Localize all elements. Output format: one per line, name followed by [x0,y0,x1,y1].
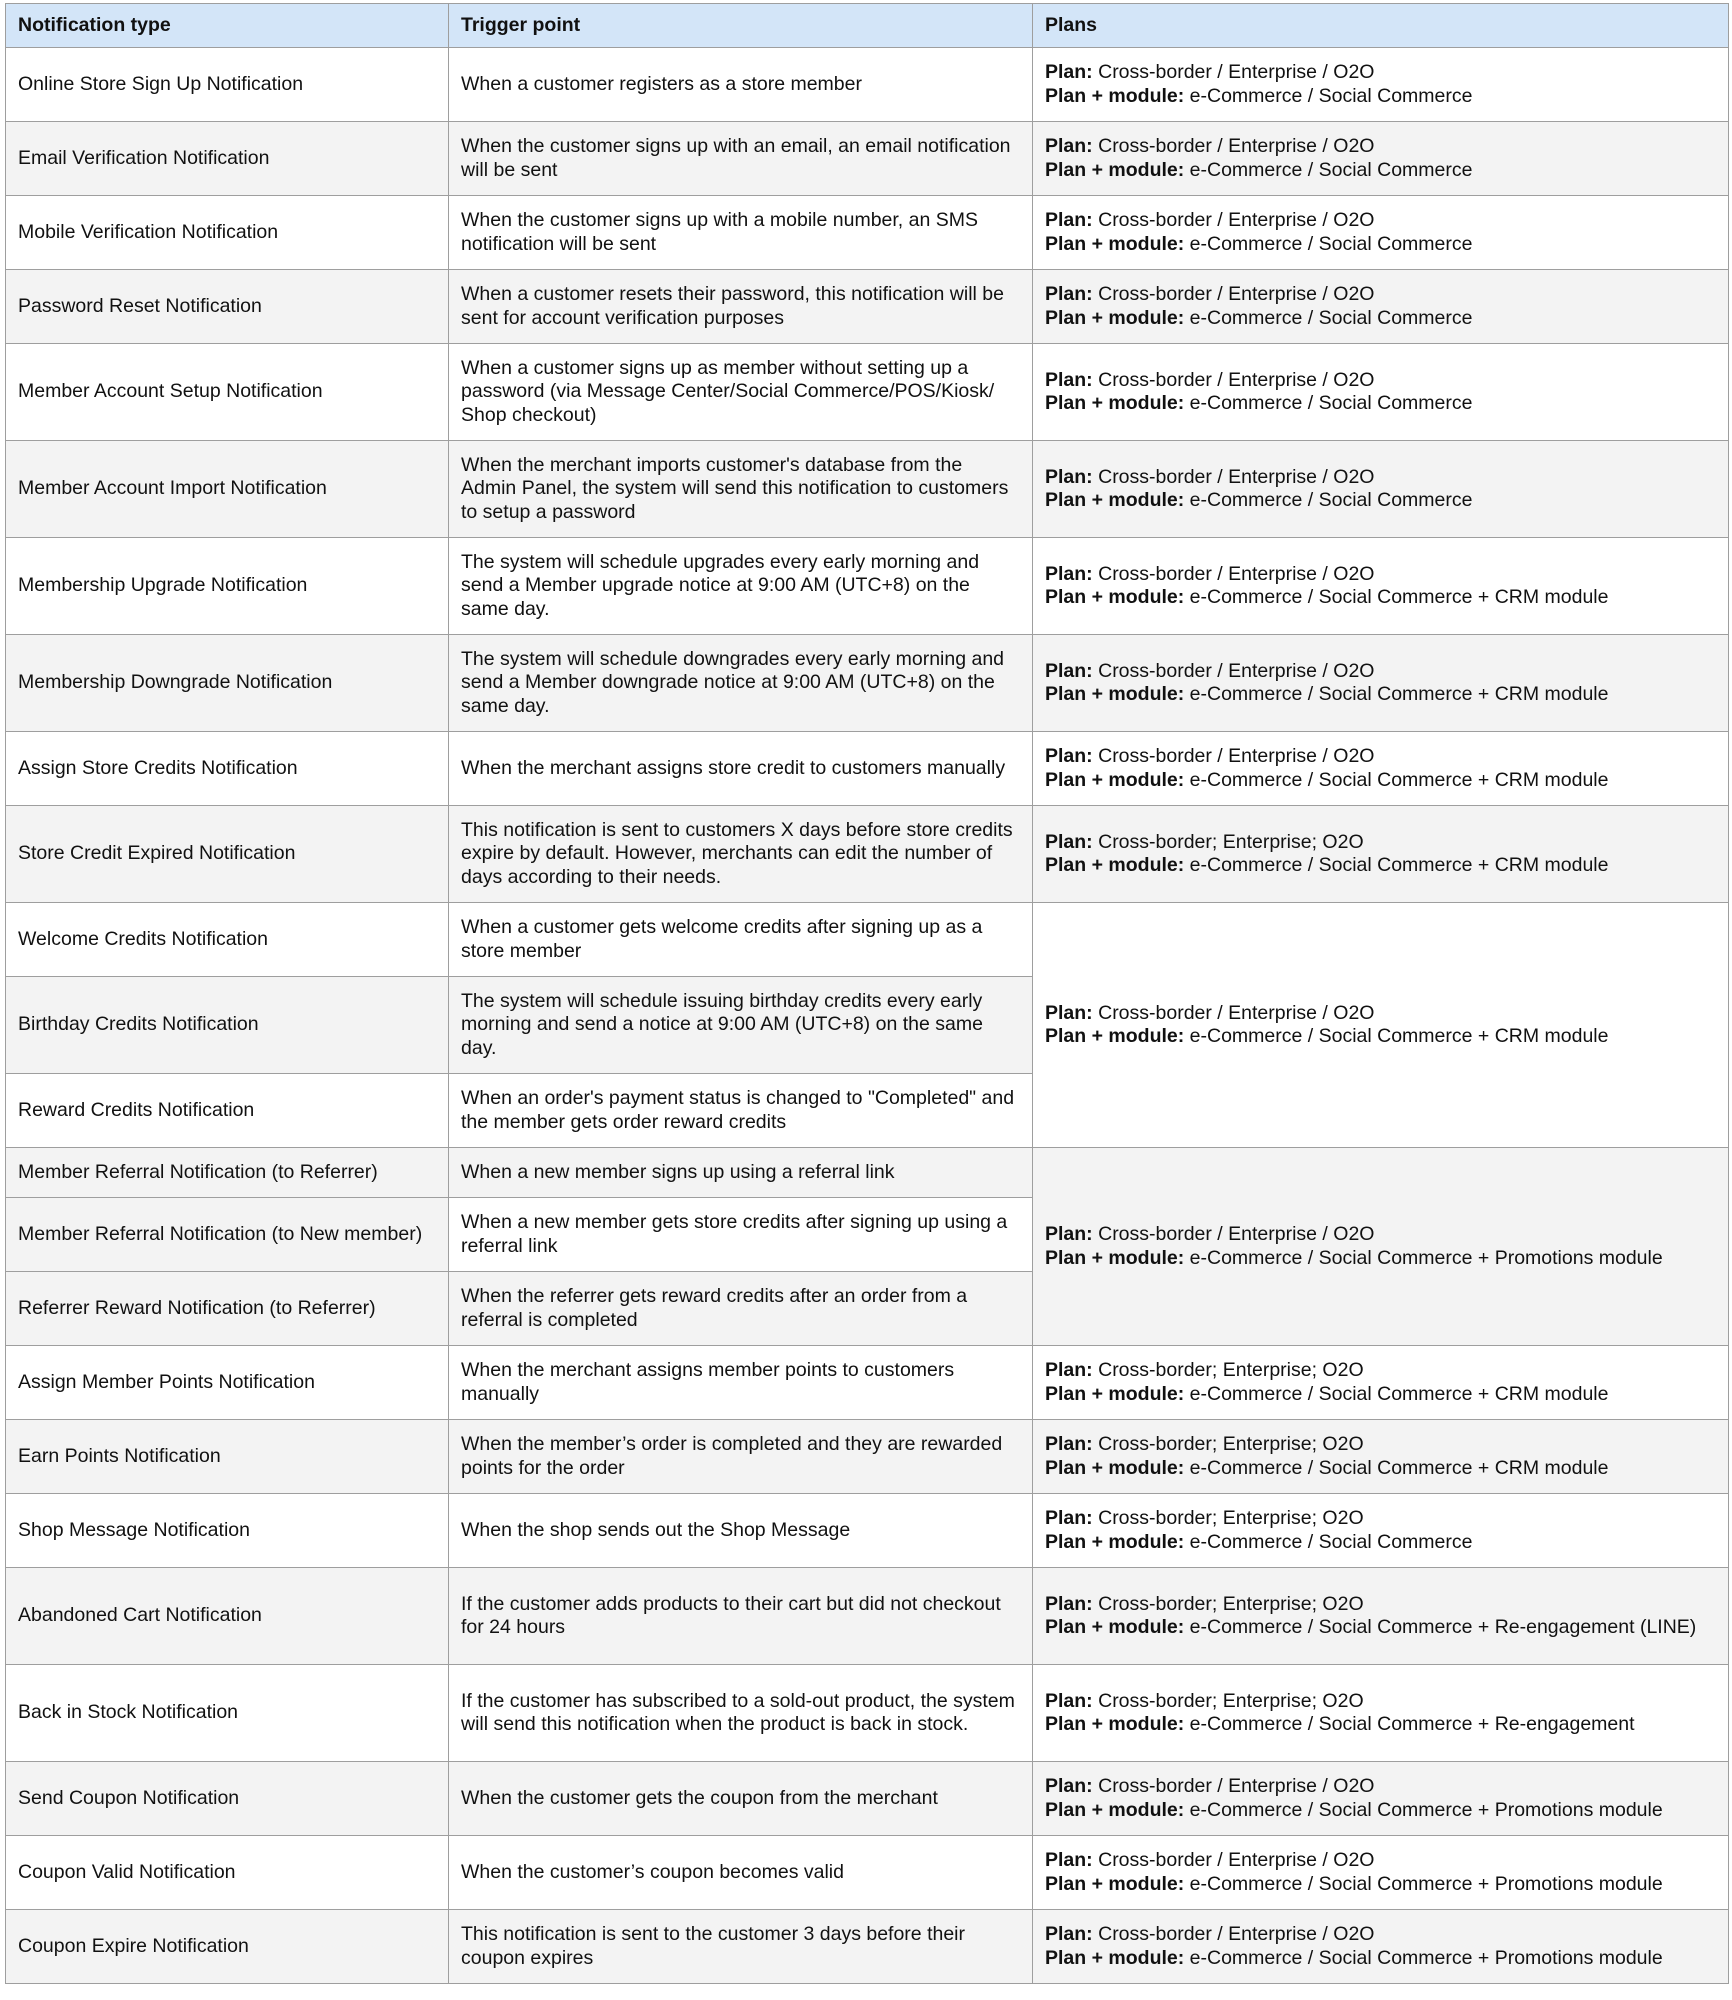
module-value: e-Commerce / Social Commerce + CRM module [1189,1456,1609,1479]
notification-type-cell: Assign Member Points Notification [6,1346,449,1420]
plan-label: Plan: [1045,1507,1093,1529]
plan-value: Cross-border / Enterprise / O2O [1098,368,1375,391]
plans-cell [1033,538,1729,635]
module-label: Plan + module: [1045,1616,1185,1638]
plan-value: Cross-border / Enterprise / O2O [1098,1849,1375,1871]
module-label: Plan + module: [1045,1713,1185,1735]
module-label: Plan + module: [1045,1382,1185,1405]
table-row [6,196,1729,270]
module-value: e-Commerce / Social Commerce + CRM module [1189,768,1609,791]
plans-cell [1033,1910,1729,1984]
module-value: e-Commerce / Social Commerce + Promotions module [1189,1246,1663,1269]
module-value: e-Commerce / Social Commerce + CRM module [1189,854,1609,876]
module-value: e-Commerce / Social Commerce + Promotions module [1189,1798,1663,1821]
plan-value: Cross-border; Enterprise; O2O [1098,1507,1364,1529]
trigger-cell: When a customer gets welcome credits after signing up as a store member [449,903,1033,977]
trigger-cell: When a customer registers as a store member [449,48,1033,122]
trigger-cell: When a new member gets store credits after signing up using a referral link [449,1198,1033,1272]
module-label: Plan + module: [1045,1246,1185,1269]
trigger-cell: When the customer’s coupon becomes valid [449,1836,1033,1910]
plans-cell [1033,806,1729,903]
plan-value: Cross-border / Enterprise / O2O [1098,745,1375,767]
plan-value: Cross-border; Enterprise; O2O [1098,1689,1364,1712]
plans-cell [1033,1665,1729,1762]
plan-value: Cross-border; Enterprise; O2O [1098,1359,1364,1381]
plan-label: Plan: [1045,209,1093,231]
notification-type-cell: Member Referral Notification (to New member) [6,1198,449,1272]
plan-value: Cross-border / Enterprise / O2O [1098,61,1375,83]
module-value: e-Commerce / Social Commerce [1189,489,1473,511]
trigger-cell: When a customer resets their password, this notification will be sent for account verification purposes [449,270,1033,344]
module-label: Plan + module: [1045,1798,1185,1821]
trigger-cell: When the customer gets the coupon from the merchant [449,1762,1033,1836]
notification-type-cell: Store Credit Expired Notification [6,806,449,903]
trigger-cell: If the customer has subscribed to a sold-out product, the system will send this notification when the product is back in stock. [449,1665,1033,1762]
notification-type-cell: Mobile Verification Notification [6,196,449,270]
plans-cell [1033,196,1729,270]
plan-value: Cross-border; Enterprise; O2O [1098,1433,1364,1455]
module-label: Plan + module: [1045,306,1185,329]
plan-value: Cross-border; Enterprise; O2O [1098,1592,1364,1615]
plan-label: Plan: [1045,1592,1093,1615]
module-value: e-Commerce / Social Commerce [1189,232,1473,255]
plan-value: Cross-border / Enterprise / O2O [1098,1923,1375,1945]
trigger-cell: When the customer signs up with an email, an email notification will be sent [449,122,1033,196]
module-label: Plan + module: [1045,489,1185,511]
notification-type-cell: Referrer Reward Notification (to Referrer) [6,1272,449,1346]
table-row [6,806,1729,903]
trigger-cell: When a customer signs up as member without setting up a password (via Message Center/Social Commerce/POS/Kiosk/ Shop checkout) [449,344,1033,441]
module-label: Plan + module: [1045,1530,1185,1553]
table-row [6,344,1729,441]
header-plans: Plans [1033,4,1729,48]
plan-value: Cross-border / Enterprise / O2O [1098,1775,1375,1797]
plan-label: Plan: [1045,659,1093,682]
notification-table-wrapper [5,3,1729,1984]
table-row [6,48,1729,122]
header-trigger-point: Trigger point [449,4,1033,48]
plans-cell [1033,48,1729,122]
plans-cell [1033,1346,1729,1420]
notification-type-cell: Email Verification Notification [6,122,449,196]
notification-type-cell: Send Coupon Notification [6,1762,449,1836]
table-row [6,1420,1729,1494]
trigger-cell: This notification is sent to customers X days before store credits expire by default. However, merchants can edit the number of days according to their needs. [449,806,1033,903]
plan-label: Plan: [1045,1689,1093,1712]
plans-cell [1033,1494,1729,1568]
plans-cell [1033,270,1729,344]
trigger-cell: When the merchant imports customer's database from the Admin Panel, the system will send this notification to customers to setup a password [449,441,1033,538]
plans-cell [1033,732,1729,806]
module-value: e-Commerce / Social Commerce [1189,392,1473,414]
plan-label: Plan: [1045,1923,1093,1945]
trigger-cell: The system will schedule issuing birthday credits every early morning and send a notice at 9:00 AM (UTC+8) on the same day. [449,977,1033,1074]
module-label: Plan + module: [1045,768,1185,791]
plan-value: Cross-border / Enterprise / O2O [1098,562,1375,585]
plans-cell [1033,1420,1729,1494]
module-label: Plan + module: [1045,854,1185,876]
trigger-cell: The system will schedule upgrades every early morning and send a Member upgrade notice at 9:00 AM (UTC+8) on the same day. [449,538,1033,635]
trigger-cell: If the customer adds products to their cart but did not checkout for 24 hours [449,1568,1033,1665]
notification-type-cell: Member Account Import Notification [6,441,449,538]
table-row [6,270,1729,344]
plan-value: Cross-border / Enterprise / O2O [1098,209,1375,231]
plans-cell [1033,122,1729,196]
notification-type-cell: Membership Upgrade Notification [6,538,449,635]
plan-value: Cross-border / Enterprise / O2O [1098,135,1375,157]
trigger-cell: When the member’s order is completed and they are rewarded points for the order [449,1420,1033,1494]
module-label: Plan + module: [1045,1456,1185,1479]
trigger-cell: When a new member signs up using a referral link [449,1148,1033,1198]
header-notification-type: Notification type [6,4,449,48]
module-value: e-Commerce / Social Commerce [1189,84,1473,107]
notification-type-cell: Password Reset Notification [6,270,449,344]
table-row [6,1836,1729,1910]
table-row [6,122,1729,196]
module-value: e-Commerce / Social Commerce + CRM module [1189,683,1609,705]
module-label: Plan + module: [1045,84,1185,107]
notification-type-cell: Online Store Sign Up Notification [6,48,449,122]
trigger-cell: The system will schedule downgrades every early morning and send a Member downgrade notice at 9:00 AM (UTC+8) on the same day. [449,635,1033,732]
notification-type-cell: Earn Points Notification [6,1420,449,1494]
plan-label: Plan: [1045,745,1093,767]
plan-value: Cross-border / Enterprise / O2O [1098,659,1375,682]
plans-cell [1033,635,1729,732]
module-value: e-Commerce / Social Commerce + Promotions module [1189,1872,1663,1895]
notification-type-cell: Shop Message Notification [6,1494,449,1568]
trigger-cell: When the customer signs up with a mobile number, an SMS notification will be sent [449,196,1033,270]
module-value: e-Commerce / Social Commerce [1189,306,1473,329]
notification-type-cell: Member Referral Notification (to Referrer) [6,1148,449,1198]
table-row [6,441,1729,538]
plans-cell [1033,441,1729,538]
plan-label: Plan: [1045,1775,1093,1797]
module-label: Plan + module: [1045,392,1185,414]
module-label: Plan + module: [1045,1025,1185,1047]
trigger-cell: When the merchant assigns member points to customers manually [449,1346,1033,1420]
plans-cell [1033,1836,1729,1910]
module-value: e-Commerce / Social Commerce + Promotions module [1189,1946,1663,1969]
plan-label: Plan: [1045,283,1093,305]
plan-value: Cross-border; Enterprise; O2O [1098,830,1364,853]
plan-label: Plan: [1045,1433,1093,1455]
table-row [6,1494,1729,1568]
plan-value: Cross-border / Enterprise / O2O [1098,283,1375,305]
notification-type-cell: Assign Store Credits Notification [6,732,449,806]
plan-label: Plan: [1045,368,1093,391]
table-row [6,1762,1729,1836]
module-label: Plan + module: [1045,683,1185,705]
plans-cell [1033,344,1729,441]
trigger-cell: This notification is sent to the customer 3 days before their coupon expires [449,1910,1033,1984]
module-label: Plan + module: [1045,158,1185,181]
plans-cell-merged [1033,903,1729,1148]
plans-cell [1033,1762,1729,1836]
trigger-cell: When an order's payment status is changed to "Completed" and the member gets order reward credits [449,1074,1033,1148]
table-row [6,732,1729,806]
notification-type-cell: Abandoned Cart Notification [6,1568,449,1665]
module-value: e-Commerce / Social Commerce [1189,158,1473,181]
plan-label: Plan: [1045,830,1093,853]
plans-cell-merged [1033,1148,1729,1346]
module-value: e-Commerce / Social Commerce [1189,1530,1473,1553]
plan-label: Plan: [1045,1359,1093,1381]
plan-label: Plan: [1045,1849,1093,1871]
trigger-cell: When the merchant assigns store credit to customers manually [449,732,1033,806]
module-label: Plan + module: [1045,1872,1185,1895]
plan-label: Plan: [1045,61,1093,83]
notification-type-cell: Welcome Credits Notification [6,903,449,977]
plan-label: Plan: [1045,135,1093,157]
plan-label: Plan: [1045,1223,1093,1245]
notification-table [5,3,1729,1984]
table-row [6,1346,1729,1420]
table-row [6,903,1729,977]
notification-type-cell: Birthday Credits Notification [6,977,449,1074]
module-label: Plan + module: [1045,232,1185,255]
table-row [6,635,1729,732]
notification-type-cell: Membership Downgrade Notification [6,635,449,732]
table-row [6,1910,1729,1984]
table-header-row [6,4,1729,48]
plan-value: Cross-border / Enterprise / O2O [1098,1223,1375,1245]
plan-value: Cross-border / Enterprise / O2O [1098,1001,1375,1024]
plan-value: Cross-border / Enterprise / O2O [1098,465,1375,488]
plan-label: Plan: [1045,465,1093,488]
module-value: e-Commerce / Social Commerce + CRM module [1189,1025,1609,1047]
module-label: Plan + module: [1045,586,1185,608]
notification-type-cell: Member Account Setup Notification [6,344,449,441]
table-row [6,1665,1729,1762]
table-row [6,1148,1729,1198]
notification-type-cell: Reward Credits Notification [6,1074,449,1148]
plan-label: Plan: [1045,1001,1093,1024]
notification-type-cell: Back in Stock Notification [6,1665,449,1762]
table-row [6,1568,1729,1665]
module-value: e-Commerce / Social Commerce + Re-engagement (LINE) [1189,1616,1697,1638]
notification-type-cell: Coupon Valid Notification [6,1836,449,1910]
trigger-cell: When the shop sends out the Shop Message [449,1494,1033,1568]
module-label: Plan + module: [1045,1946,1185,1969]
plans-cell [1033,1568,1729,1665]
module-value: e-Commerce / Social Commerce + CRM module [1189,586,1609,608]
module-value: e-Commerce / Social Commerce + Re-engagement [1189,1713,1635,1735]
module-value: e-Commerce / Social Commerce + CRM module [1189,1382,1609,1405]
table-row [6,538,1729,635]
plan-label: Plan: [1045,562,1093,585]
trigger-cell: When the referrer gets reward credits after an order from a referral is completed [449,1272,1033,1346]
notification-type-cell: Coupon Expire Notification [6,1910,449,1984]
